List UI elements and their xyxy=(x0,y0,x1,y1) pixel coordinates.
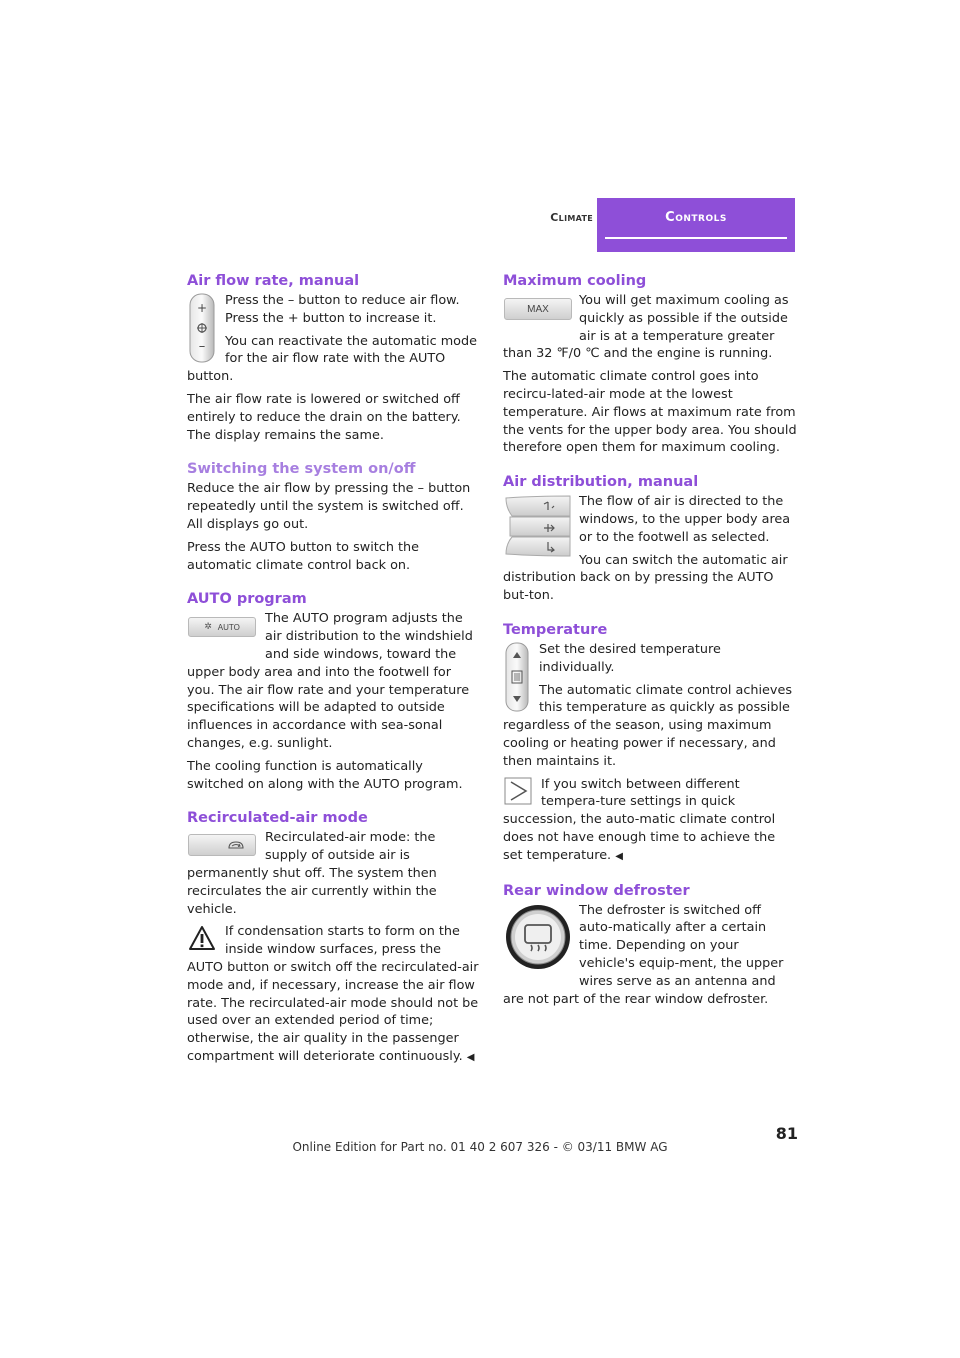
temp-p1: Set the desired temperature individually. xyxy=(539,641,721,675)
temperature-rocker-icon xyxy=(504,642,530,712)
section-switching xyxy=(187,458,479,574)
air-distribution-buttons-icon xyxy=(504,494,572,558)
maxcool-p2: The automatic climate control goes into recircu-lated-air mode at the lowest temperature. Air flows at maximum rate from the vents for the upper body area. You should therefore open them for maximum cooling. xyxy=(503,369,797,456)
switching-p1: Reduce the air flow by pressing the – button repeatedly until the system is switched off. All displays go out. xyxy=(187,481,471,532)
note-body: If you switch between different tempera-ture settings in quick succession, the auto-matic climate control does not have enough time to achieve the set temperature. xyxy=(503,776,776,863)
temp-heading: Temperature xyxy=(503,621,608,638)
fan-icon: ✲ xyxy=(204,622,212,633)
airflow-heading: Air flow rate, manual xyxy=(187,273,360,289)
recirc-heading: Recirculated-air mode xyxy=(187,810,368,827)
airflow-p2: You can reactivate the automatic mode for the air flow rate with the AUTO button. xyxy=(187,333,478,385)
airdist-p2: You can switch the automatic air distribution back on by pressing the AUTO but-ton. xyxy=(503,552,788,604)
auto-button-label: AUTO xyxy=(217,622,240,632)
recirc-button xyxy=(188,834,256,856)
rear-p1: The defroster is switched off auto-matically after a certain time. Depending on your vehicle's equip-ment, the upper wires serve as an antenna and are not part of the rear window defroster. xyxy=(503,902,784,1007)
switching-heading: Switching the system on/off xyxy=(187,461,416,478)
maxcool-heading: Maximum cooling xyxy=(503,273,647,289)
page-number: 81 xyxy=(775,1124,798,1143)
warning-body: If condensation starts to form on the inside window surfaces, press the AUTO button or switch off the recirculated-air mode and, if necessary, increase the air flow rate. The recirculated-air mode should not be used over an extended period of time; otherwise, the air quality in the passenger compartment will deteriorate continuously. xyxy=(187,924,479,1064)
note-text xyxy=(503,776,798,866)
recirc-p1: Recirculated-air mode: the supply of outside air is permanently shut off. The system then recirculates the air currently within the vehicle. xyxy=(187,830,437,917)
max-button-image xyxy=(503,292,573,326)
airflow-p3: The air flow rate is lowered or switched off entirely to reduce the drain on the battery. The display remains the same. xyxy=(187,391,461,443)
end-mark-icon: ◀ xyxy=(466,1051,475,1063)
left-column xyxy=(187,270,479,1072)
maxcool-p1: You will get maximum cooling as quickly as possible if the outside air is at a temperature greater than 32 ℉/0 ℃ and the engine is running. xyxy=(503,293,789,362)
auto-button-image xyxy=(187,610,257,644)
airdist-p1: The flow of air is directed to the windows, to the upper body area or to the footwell as selected. xyxy=(579,494,791,545)
max-button-label: MAX xyxy=(527,303,549,315)
svg-text:–: – xyxy=(198,339,206,354)
note-triangle-icon xyxy=(504,777,532,805)
note-icon-box xyxy=(503,776,533,806)
warning-triangle-icon xyxy=(188,925,216,951)
airdist-buttons-image xyxy=(503,493,573,559)
svg-text:+: + xyxy=(196,301,208,315)
warning-block xyxy=(187,923,479,1066)
section-airdist xyxy=(503,471,798,605)
rear-defroster-icon xyxy=(504,903,572,971)
defroster-button-image xyxy=(503,902,573,972)
airflow-p1: Press the – button to reduce air flow. Press the + button to increase it. xyxy=(225,293,460,326)
warning-icon-box xyxy=(187,923,217,953)
section-rear-defroster xyxy=(503,880,798,1009)
section-label: Climate xyxy=(550,211,593,224)
section-recirc xyxy=(187,807,479,1066)
fan-speed-rocker-icon xyxy=(188,293,216,363)
switching-p2: Press the AUTO button to switch the automatic climate control back on. xyxy=(187,539,420,573)
temp-control-image xyxy=(503,641,531,713)
auto-button xyxy=(188,617,256,637)
chapter-tab-label: Controls xyxy=(665,210,727,225)
auto-p2: The cooling function is automatically switched on along with the AUTO program. xyxy=(187,758,463,792)
rear-heading: Rear window defroster xyxy=(503,882,690,899)
section-auto xyxy=(187,588,479,793)
auto-p1: The AUTO program adjusts the air distribution to the windshield and side windows, toward the upper body area and into the footwell for you. The air flow rate and your temperature specifications will be adapted to outside influences in accordance with sea-sonal changes, e.g. sunlight. xyxy=(187,611,473,751)
note-block xyxy=(503,776,798,866)
right-column xyxy=(503,270,798,1013)
end-mark-icon: ◀ xyxy=(615,850,623,862)
airdist-heading: Air distribution, manual xyxy=(503,474,699,491)
airflow-control-image xyxy=(187,292,217,364)
section-temp xyxy=(503,619,798,866)
auto-heading: AUTO program xyxy=(187,591,307,608)
max-button xyxy=(504,298,572,320)
section-maxcool xyxy=(503,270,798,457)
recirc-button-image xyxy=(187,829,257,861)
recirculation-icon xyxy=(227,839,245,851)
warning-text xyxy=(187,923,479,1066)
temp-p2: The automatic climate control achieves this temperature as quickly as possible regardless of the season, using maximum cooling or heating power if necessary, and then maintains it. xyxy=(503,682,793,769)
footer: Online Edition for Part no. 01 40 2 607 326 - © 03/11 BMW AG xyxy=(292,1140,668,1154)
chapter-tab xyxy=(597,198,795,252)
section-airflow xyxy=(187,270,479,444)
